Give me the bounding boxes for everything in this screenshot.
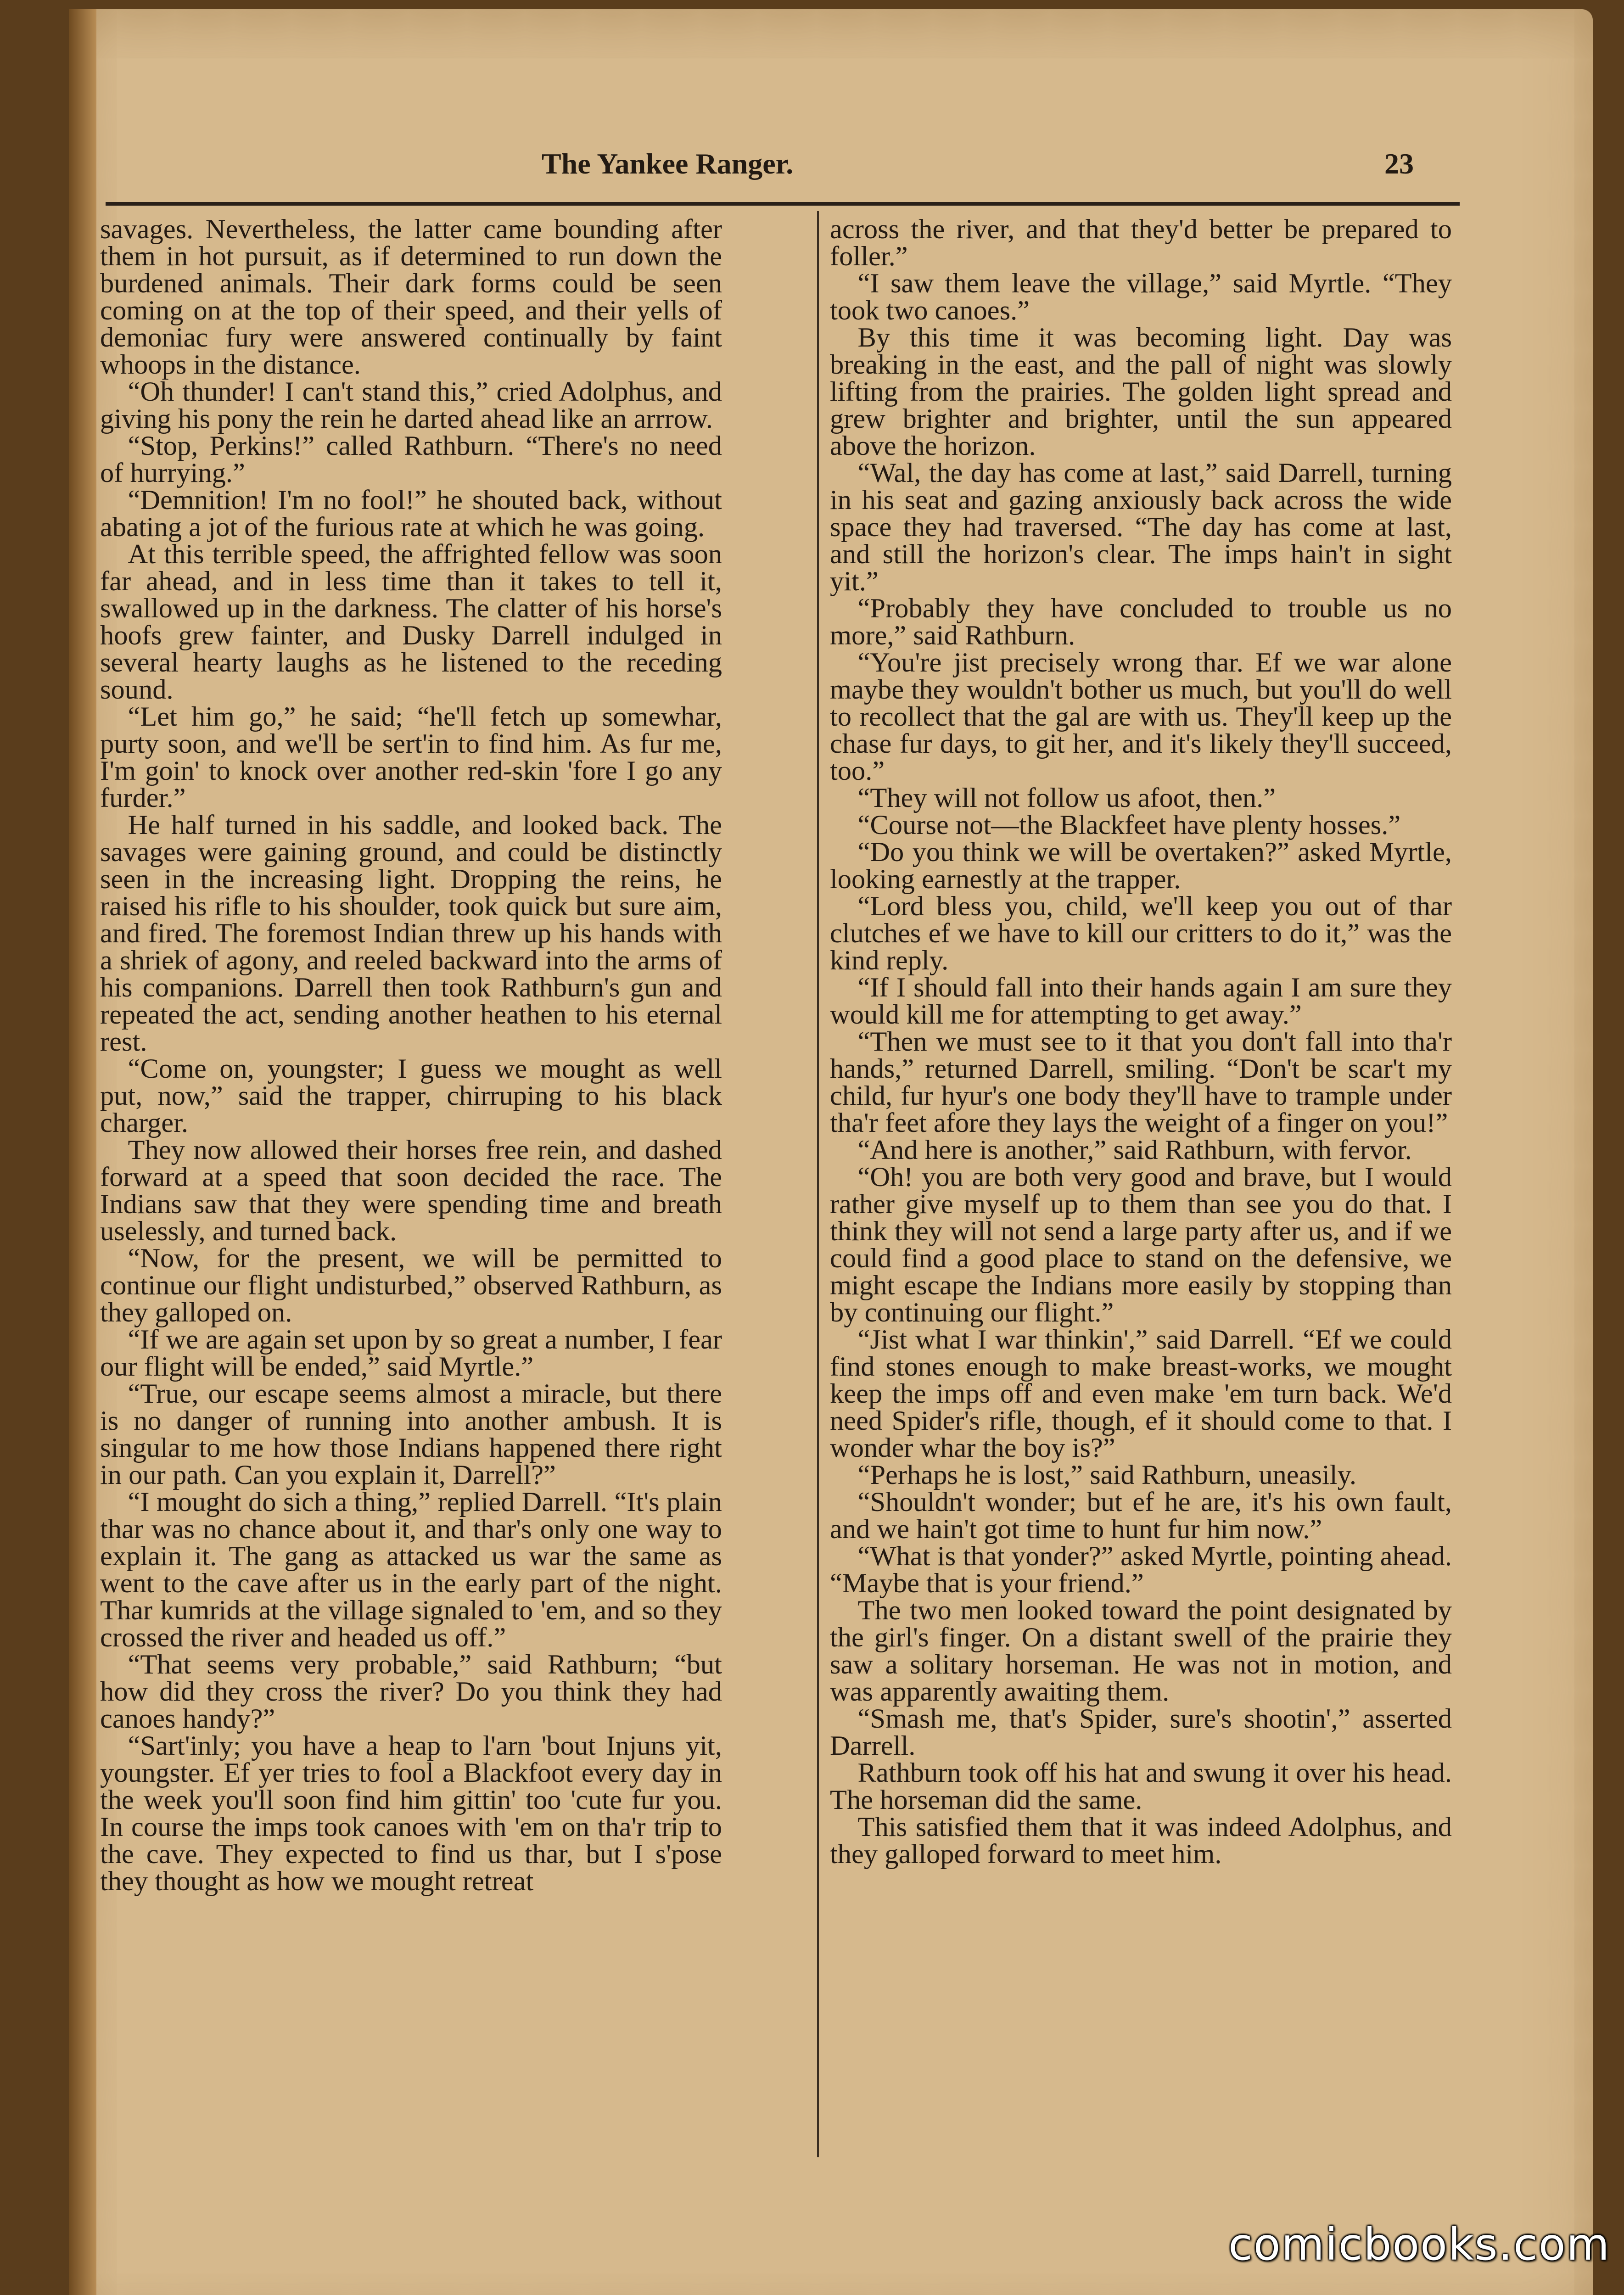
column-divider xyxy=(817,211,819,2157)
paragraph: “Shouldn't wonder; but ef he are, it's his own fault, and we hain't got time to hunt fur him now.” xyxy=(830,1487,1452,1545)
paragraph: “Wal, the day has come at last,” said Darrell, turning in his seat and gazing anxiously back across the wide space they had traversed. “The day has come at last, and still the horizon's clear. The imps hain't in sight yit.” xyxy=(830,458,1452,597)
page-number: 23 xyxy=(1384,147,1414,180)
book-title: The Yankee Ranger. xyxy=(542,147,794,180)
paragraph: across the river, and that they'd better be prepared to foller.” xyxy=(830,214,1452,272)
paragraph: “That seems very probable,” said Rathburn; “but how did they cross the river? Do you think they had canoes handy?” xyxy=(100,1649,722,1734)
paragraph: By this time it was becoming light. Day was breaking in the east, and the pall of night was slowly lifting from the prairies. The golden light spread and grew brighter and brighter, until the sun appeared above the horizon. xyxy=(830,322,1452,461)
binding-edge xyxy=(69,9,96,2295)
paragraph: “Lord bless you, child, we'll keep you out of thar clutches ef we have to kill our critters to do it,” was the kind reply. xyxy=(830,891,1452,976)
paragraph: “You're jist precisely wrong thar. Ef we war alone maybe they wouldn't bother us much, but you'll do well to recollect that the gal are with us. They'll keep up the chase fur days, to git her, and it's likely they'll succeed, too.” xyxy=(830,647,1452,786)
paragraph: “They will not follow us afoot, then.” xyxy=(857,783,1276,813)
paragraph: “Smash me, that's Spider, sure's shootin',” asserted Darrell. xyxy=(830,1703,1452,1761)
paragraph: “Oh thunder! I can't stand this,” cried Adolphus, and giving his pony the rein he darted ahead like an arrrow. xyxy=(100,376,722,434)
paragraph: “Probably they have concluded to trouble us no more,” said Rathburn. xyxy=(830,593,1452,651)
paragraph: The two men looked toward the point designated by the girl's finger. On a distant swell of the prairie they saw a solitary horseman. He was not in motion, and was apparently awaiting them. xyxy=(830,1595,1452,1707)
paragraph: He half turned in his saddle, and looked back. The savages were gaining ground, and could be distinctly seen in the increasing light. Dropping the reins, he raised his rifle to his shoulder, took quick but sure aim, and fired. The foremost Indian threw up his hands with a shriek of agony, and reeled backward into the arms of his companions. Darrell then took Rathburn's gun and repeated the act, sending another heathen to his eternal rest. xyxy=(100,810,722,1057)
paragraph: “Oh! you are both very good and brave, but I would rather give myself up to them than see you do that. I think they will not send a large party after us, and if we could find a good place to stand on the defensive, we might escape the Indians more easily by stopping than by continuing our flight.” xyxy=(830,1162,1452,1328)
paragraph: “I mought do sich a thing,” replied Darrell. “It's plain thar was no chance about it, and thar's only one way to explain it. The gang as attacked us war the same as went to the cave after us in the early part of the night. Thar kumrids at the village signaled to 'em, and so they crossed the river and headed us off.” xyxy=(100,1487,722,1653)
paragraph: “Let him go,” he said; “he'll fetch up somewhar, purty soon, and we'll be sert'in to find him. As fur me, I'm goin' to knock over another red-skin 'fore I go any furder.” xyxy=(100,701,722,813)
paragraph: At this terrible speed, the affrighted fellow was soon far ahead, and in less time than it takes to tell it, swallowed up in the darkness. The clatter of his horse's hoofs grew fainter, and Dusky Darrell indulged in several hearty laughs as he listened to the receding sound. xyxy=(100,539,722,705)
paragraph: “Perhaps he is lost,” said Rathburn, uneasily. xyxy=(857,1460,1357,1490)
paragraph: “True, our escape seems almost a miracle, but there is no danger of running into another ambush. It is singular to me how those Indians happened there right in our path. Can you explain it, Darrell?” xyxy=(100,1378,722,1490)
paragraph: savages. Nevertheless, the latter came bounding after them in hot pursuit, as if determined to run down the burdened animals. Their dark forms could be seen coming on at the top of their speed, and their yells of demoniac fury were answered continually by faint whoops in the distance. xyxy=(100,214,722,380)
paragraph: Rathburn took off his hat and swung it over his head. The horseman did the same. xyxy=(830,1758,1452,1815)
left-column xyxy=(100,216,722,1895)
paragraph: “Sart'inly; you have a heap to l'arn 'bout Injuns yit, youngster. Ef yer tries to fool a Blackfoot every day in the week you'll soon find him gittin' too 'cute fur you. In course the imps took canoes with 'em on tha'r trip to the cave. They expected to find us thar, but I s'pose they thought as how we mought retreat xyxy=(100,1730,722,1897)
paragraph: “What is that yonder?” asked Myrtle, pointing ahead. “Maybe that is your friend.” xyxy=(830,1541,1452,1599)
running-header xyxy=(542,147,1414,197)
paragraph: “Now, for the present, we will be permitted to continue our flight undisturbed,” observed Rathburn, as they galloped on. xyxy=(100,1243,722,1328)
paragraph: “If I should fall into their hands again I am sure they would kill me for attempting to get away.” xyxy=(830,972,1452,1030)
paragraph: This satisfied them that it was indeed Adolphus, and they galloped forward to meet him. xyxy=(830,1812,1452,1870)
paragraph: “If we are again set upon by so great a number, I fear our flight will be ended,” said Myrtle.” xyxy=(100,1324,722,1382)
paragraph: “Stop, Perkins!” called Rathburn. “There's no need of hurrying.” xyxy=(100,431,722,488)
header-rule xyxy=(106,202,1460,206)
right-column xyxy=(830,216,1452,1868)
paragraph: “And here is another,” said Rathburn, with fervor. xyxy=(857,1135,1412,1165)
paragraph: “Then we must see to it that you don't fall into tha'r hands,” returned Darrell, smiling. “Don't be scar't my child, fur hyur's one body they'll have to trample under tha'r feet afore they lays the weight of a finger on you!” xyxy=(830,1026,1452,1138)
paragraph: “Demnition! I'm no fool!” he shouted back, without abating a jot of the furious rate at which he was going. xyxy=(100,485,722,543)
paragraph: “Jist what I war thinkin',” said Darrell. “Ef we could find stones enough to make breast-works, we mought keep the imps off and even make 'em turn back. We'd need Spider's rifle, though, ef it should come to that. I wonder whar the boy is?” xyxy=(830,1324,1452,1463)
paragraph: They now allowed their horses free rein, and dashed forward at a speed that soon decided the race. The Indians saw that they were spending time and breath uselessly, and turned back. xyxy=(100,1135,722,1247)
paragraph: “Come on, youngster; I guess we mought as well put, now,” said the trapper, chirruping to his black charger. xyxy=(100,1053,722,1138)
paragraph: “I saw them leave the village,” said Myrtle. “They took two canoes.” xyxy=(830,268,1452,326)
watermark: comicbooks.com xyxy=(1228,2219,1610,2270)
paragraph: “Do you think we will be overtaken?” asked Myrtle, looking earnestly at the trapper. xyxy=(830,837,1452,895)
paragraph: “Course not—the Blackfeet have plenty hosses.” xyxy=(857,810,1401,840)
